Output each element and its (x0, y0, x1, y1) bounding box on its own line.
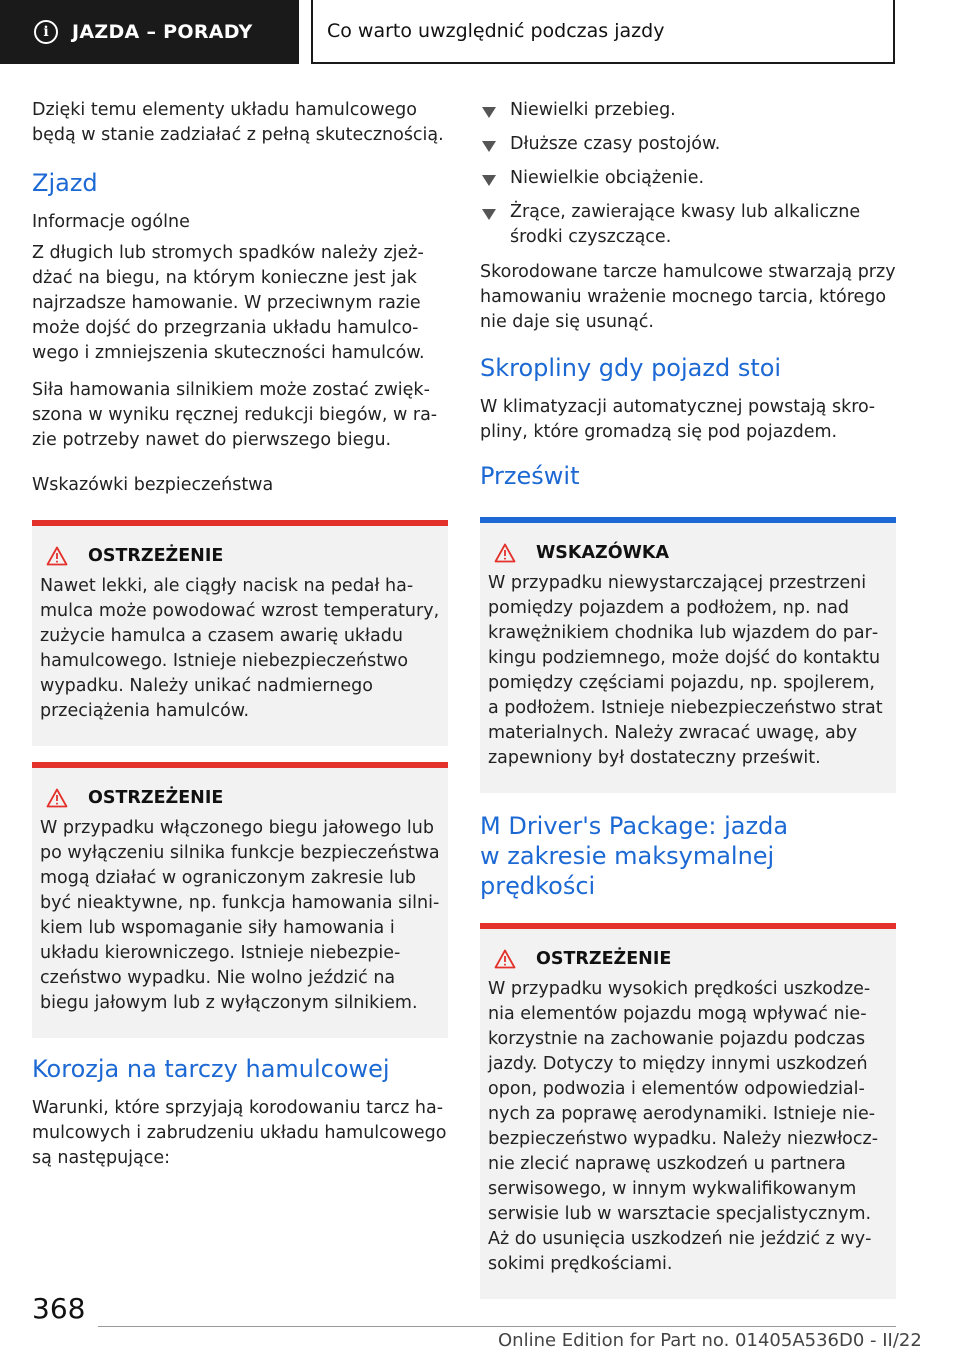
intro-paragraph: Dzięki temu elementy układu hamulcowego będą w stanie zadziałać z pełną skutecznością. (32, 100, 444, 145)
chapter-title: Co warto uwzględnić podczas jazdy (311, 0, 895, 64)
page-number: 368 (32, 1292, 86, 1325)
list-item: Niewielkie obciążenie. (480, 166, 896, 191)
condensate-paragraph: W klimatyzacji automatycznej powstają skropliny, które gromadzą się pod pojazdem. (480, 397, 876, 442)
warning-1-text: Nawet lekki, ale ciągły nacisk na pedał hamulca może powodować wzrost temperatury, zużycie hamulca a czasem awarię układu hamulcowego. Istnieje niebezpieczeństwo wypadku. Należy unikać nadmiernego przeciążenia hamulców. (40, 576, 440, 721)
zjazd-paragraph-1: Z długich lub stromych spadków należy zjeżdżać na biegu, na którym konieczne jest jak najrzadsze hamowanie. W przeciwnym razie może dojść do przegrzania układu hamulcowego i zmniejszenia skuteczności hamulców. (32, 243, 425, 363)
warning-3-title: OSTRZEŻENIE (536, 949, 672, 969)
bullet-arrow-icon (482, 141, 496, 152)
page-header (0, 0, 960, 66)
warning-triangle-icon (494, 949, 516, 969)
safety-subheading: Wskazówki bezpieczeństwa (32, 475, 274, 495)
mdriver-heading: M Driver's Package: jazda w zakresie maksymalnej prędkości (480, 812, 789, 900)
warning-3-text: W przypadku wysokich prędkości uszkodzenia elementów pojazdu mogą wpływać niekorzystnie na zachowanie pojazdu podczas jazdy. Dotyczy to między innymi uszkodzeń opon, podwozia i elementów odpowiedzialnych za poprawę aerodynamiki. Istnieje niebezpieczeństwo wypadku. Należy niezwłocznie zlecić naprawę uszkodzeń u partnera serwisowego, w innym wykwalifikowanym serwisie lub w warsztacie specjalistycznym. Aż do usunięcia uszkodzeń nie jeździć z wysokimi prędkościami. (488, 979, 879, 1274)
hint-box (480, 517, 896, 793)
warning-box-3 (480, 923, 896, 1299)
general-info-subheading: Informacje ogólne (32, 212, 190, 232)
corroded-discs-paragraph: Skorodowane tarcze hamulcowe stwarzają przy hamowaniu wrażenie mocnego tarcia, którego nie daje się usunąć. (480, 262, 896, 332)
warning-2-title: OSTRZEŻENIE (88, 788, 224, 808)
left-column (32, 98, 448, 1183)
bullet-arrow-icon (482, 107, 496, 118)
hint-text: W przypadku niewystarczającej przestrzeni pomiędzy pojazdem a podłożem, np. nad krawężnikiem chodnika lub wjazdem do parkingu podziemnego, może dojść do kontaktu pomiędzy częściami pojazdu, np. spojlerem, a podłożem. Istnieje niebezpieczeństwo strat materialnych. Należy zwracać uwagę, aby zapewniony był dostateczny prześwit. (488, 573, 883, 768)
warning-box-1 (32, 520, 448, 746)
bullet-arrow-icon (482, 209, 496, 220)
section-name: JAZDA – PORADY (72, 21, 253, 43)
right-column (480, 98, 896, 1315)
warning-triangle-icon (494, 543, 516, 563)
clearance-heading: Prześwit (480, 462, 580, 490)
list-item: Niewielki przebieg. (480, 98, 896, 123)
hint-title: WSKAZÓWKA (536, 543, 669, 563)
info-icon: i (34, 20, 58, 44)
list-item: Żrące, zawierające kwasy lub alkaliczne środki czyszczące. (480, 200, 896, 250)
list-item: Dłuższe czasy postojów. (480, 132, 896, 157)
corrosion-conditions-list (480, 98, 896, 250)
corrosion-heading: Korozja na tarczy hamulcowej (32, 1055, 390, 1083)
warning-triangle-icon (46, 788, 68, 808)
warning-triangle-icon (46, 546, 68, 566)
warning-box-2 (32, 762, 448, 1038)
zjazd-paragraph-2: Siła hamowania silnikiem może zostać zwiększona w wyniku ręcznej redukcji biegów, w razie potrzeby nawet do pierwszego biegu. (32, 380, 438, 450)
edition-note: Online Edition for Part no. 01405A536D0 - II/22 (498, 1330, 922, 1351)
corrosion-paragraph: Warunki, które sprzyjają korodowaniu tarcz hamulcowych i zabrudzeniu układu hamulcowego są następujące: (32, 1098, 447, 1168)
section-tab (0, 0, 299, 64)
footer-divider (98, 1326, 896, 1327)
bullet-arrow-icon (482, 175, 496, 186)
zjazd-heading: Zjazd (32, 169, 98, 197)
condensate-heading: Skropliny gdy pojazd stoi (480, 354, 782, 382)
warning-2-text: W przypadku włączonego biegu jałowego lub po wyłączeniu silnika funkcje bezpieczeństwa mogą działać w ograniczonym zakresie lub być nieaktywne, np. funkcja hamowania silnikiem lub wspomaganie siły hamowania i układu kierowniczego. Istnieje niebezpieczeństwo wypadku. Nie wolno jeździć na biegu jałowym lub z wyłączonym silnikiem. (40, 818, 440, 1013)
warning-1-title: OSTRZEŻENIE (88, 546, 224, 566)
